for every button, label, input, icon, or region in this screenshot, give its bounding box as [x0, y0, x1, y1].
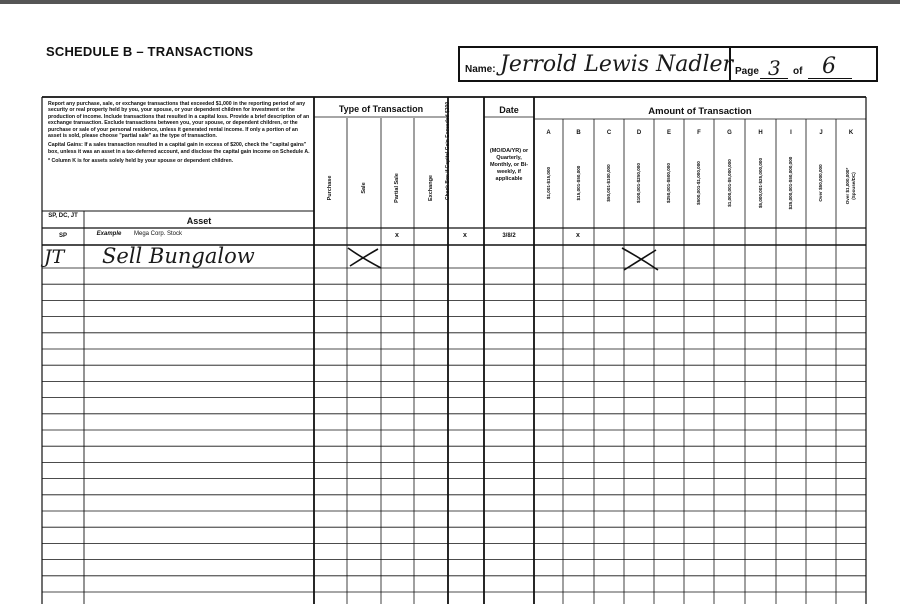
instructions-paragraph-1: Report any purchase, sale, or exchange transactions that exceeded $1,000 in the reporting period of any security or real property held by you, your spouse, or your dependent children for investment or the production of income. Include transactions that resulted in a capital loss. Provide a brief description of an exchange transaction. Exclude transactions between you, your spouse, or dependent children, or the purchase or sale of your personal residence, unless it generated rental income. If only a portion of an asset is sold, please choose "partial sale" as the type of transaction.: [48, 101, 310, 140]
amount-column-letter: F: [697, 130, 701, 136]
amount-column-range: $50,001-$100,000: [606, 164, 611, 202]
type-column-exchange: Exchange: [428, 175, 434, 201]
schedule-title: SCHEDULE B – TRANSACTIONS: [46, 44, 254, 59]
amount-column-range: Over $1,000,000* (Spouse/DC): [845, 167, 856, 205]
asset-column-header: Asset: [186, 216, 212, 226]
amount-column-range: $250,001-$500,000: [666, 163, 671, 203]
example-amount-mark: x: [576, 232, 580, 239]
entry-sale-x-mark: [348, 248, 381, 268]
instructions-paragraph-3: * Column K is for assets solely held by your spouse or dependent children.: [48, 158, 234, 165]
amount-column-letter: D: [636, 130, 642, 136]
amount-column-letter: H: [758, 130, 763, 136]
amount-column-letter: E: [666, 130, 671, 136]
capital-gain-header: Check Box if Capital Gain Exceeded $200: [445, 101, 451, 200]
amount-column-range: $5,000,001-$25,000,000: [757, 157, 763, 209]
amount-column-range: $500,001-$1,000,000: [696, 161, 701, 205]
example-owner: SP: [58, 233, 67, 239]
type-column-purchase: Purchase: [327, 175, 333, 201]
type-column-sale: Sale: [361, 182, 367, 194]
owner-column-header: SP, DC, JT: [48, 213, 78, 219]
amount-column-letter: B: [576, 130, 581, 136]
amount-column-range: $25,000,001-$50,000,000: [788, 156, 793, 210]
amount-column-range: $15,001-$50,000: [575, 165, 581, 201]
amount-column-letter: K: [848, 130, 854, 136]
example-date: 3/8/2: [502, 233, 516, 239]
filer-name-handwritten: Jerrold Lewis Nadler: [500, 52, 734, 77]
amount-column-letter: A: [546, 130, 551, 136]
amount-column-letter: G: [727, 130, 732, 136]
page-total-handwritten: 6: [822, 54, 836, 79]
type-of-transaction-header: Type of Transaction: [338, 104, 424, 114]
page-number-handwritten: 3: [768, 56, 781, 80]
amount-column-letter: I: [790, 130, 792, 136]
page-label: Page: [735, 66, 759, 77]
instructions-paragraph-2: Capital Gains: If a sales transaction resulted in a capital gain in excess of $200, check the "capital gains" box, unless it was an asset in a tax-deferred account, and disclose the capital gain income on Schedule A.: [48, 142, 310, 155]
amount-column-letter: C: [606, 130, 612, 136]
of-label: of: [793, 66, 803, 77]
example-asset: Mega Corp. Stock: [134, 231, 183, 237]
amount-column-range: $1,000,001-$5,000,000: [726, 159, 732, 207]
amount-column-range: Over $50,000,000: [818, 164, 823, 202]
example-label: Example: [96, 231, 122, 237]
example-partial-sale-mark: x: [395, 232, 399, 239]
entry-asset-handwritten: Sell Bungalow: [102, 244, 255, 268]
date-format-note: (MO/DA/YR) or Quarterly, Monthly, or Bi-weekly, if applicable: [489, 148, 529, 182]
amount-of-transaction-header: Amount of Transaction: [648, 106, 752, 117]
entry-owner-handwritten: JT: [44, 246, 65, 268]
amount-column-letter: J: [819, 130, 823, 136]
name-label: Name:: [465, 64, 496, 75]
type-column-partial-sale: Partial Sale: [394, 173, 400, 203]
example-capital-gain-mark: x: [463, 232, 467, 239]
date-column-header: Date: [499, 105, 519, 115]
amount-column-range: $100,001-$250,000: [636, 163, 641, 203]
amount-column-range: $1,001-$15,000: [545, 166, 551, 200]
entry-amount-d-x-mark: [622, 248, 658, 270]
